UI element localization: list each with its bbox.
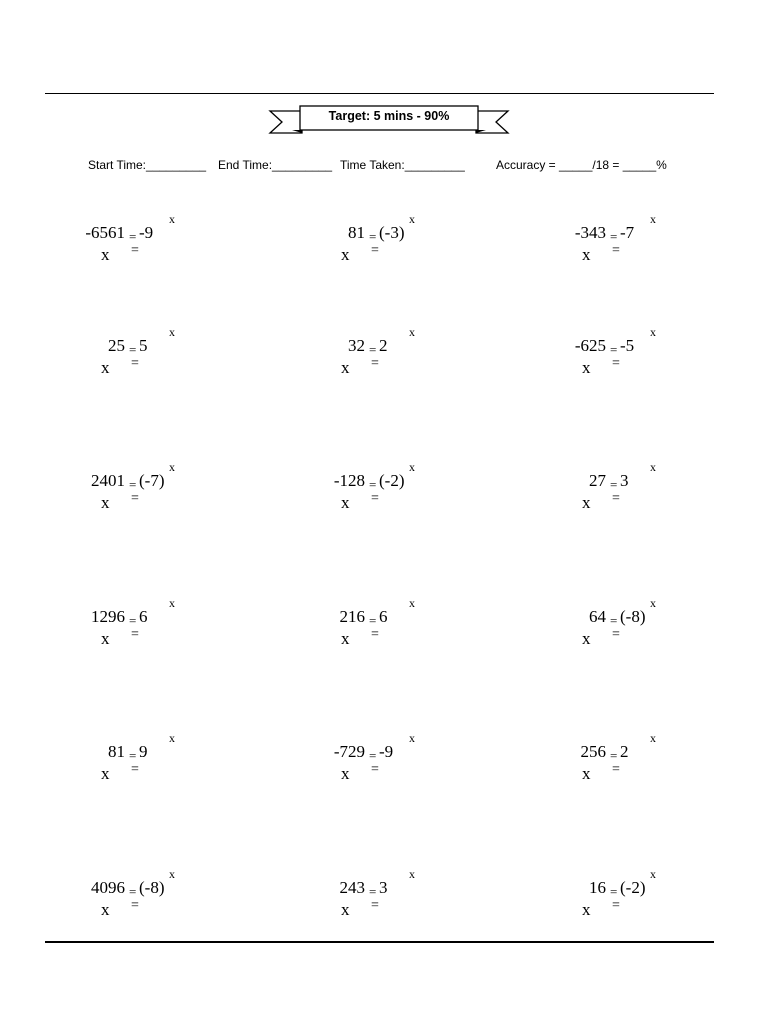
problem-item [317,867,427,929]
answer-variable: x [101,245,110,264]
problem-exponent: x [409,596,415,610]
problem-exponent: x [169,731,175,745]
problem-lhs: 1296 [91,607,125,626]
problem-equals: = [129,884,137,899]
answer-equals: = [371,243,379,258]
problem-base: (-7) [139,471,165,490]
problem-base: (-2) [379,471,405,490]
problem-exponent: x [169,325,175,339]
problem-lhs: 2401 [91,471,125,490]
answer-variable: x [582,629,591,648]
problem-equals: = [610,477,618,492]
top-rule [45,93,714,94]
problem-lhs: 27 [589,471,606,490]
answer-variable: x [582,900,591,919]
answer-variable: x [341,358,350,377]
start-time-field: Start Time:_________ [88,158,207,172]
problem-base: 6 [379,607,388,626]
problem-item [558,731,668,793]
problem-lhs: 25 [108,336,125,355]
accuracy-field: Accuracy = _____/18 = _____% [496,158,667,172]
problem-equals: = [369,884,377,899]
problem-lhs: -128 [333,471,365,490]
answer-equals: = [612,243,620,258]
answer-equals: = [131,243,139,258]
problem-lhs: 256 [580,742,606,761]
answer-equals: = [612,356,620,371]
problem-exponent: x [409,325,415,339]
problem-equals: = [129,613,137,628]
problem-equals: = [610,229,618,244]
problem-lhs: 243 [339,878,365,897]
answer-variable: x [101,493,110,512]
answer-variable: x [341,900,350,919]
problem-base: 5 [139,336,148,355]
problem-exponent: x [650,867,656,881]
problem-lhs: 81 [348,223,365,242]
problem-lhs: 81 [108,742,125,761]
answer-equals: = [371,491,379,506]
problem-base: (-3) [379,223,405,242]
answer-variable: x [582,245,591,264]
problem-exponent: x [650,596,656,610]
answer-variable: x [101,358,110,377]
answer-variable: x [341,764,350,783]
problem-item [558,867,668,929]
problem-base: -7 [620,223,635,242]
problem-equals: = [369,229,377,244]
problem-item [558,212,668,274]
problem-equals: = [369,477,377,492]
problem-base: 2 [620,742,629,761]
problem-equals: = [610,884,618,899]
answer-variable: x [341,629,350,648]
answer-equals: = [612,491,620,506]
problem-base: -9 [379,742,394,761]
problem-item [77,731,187,793]
problem-item [77,212,187,274]
time-taken-field: Time Taken:_________ [340,158,465,172]
problem-exponent: x [650,460,656,474]
problem-lhs: -6561 [85,223,125,242]
answer-variable: x [101,629,110,648]
problem-item [77,460,187,522]
problem-equals: = [369,613,377,628]
problem-base: 3 [379,878,388,897]
problem-base: -9 [139,223,154,242]
answer-equals: = [131,627,139,642]
problem-lhs: 16 [589,878,606,897]
problem-item [317,325,427,387]
answer-equals: = [131,491,139,506]
problem-exponent: x [650,325,656,339]
answer-equals: = [371,762,379,777]
problem-exponent: x [650,731,656,745]
target-banner [268,104,510,138]
problem-item [558,596,668,658]
answer-equals: = [131,762,139,777]
problem-base: 6 [139,607,148,626]
answer-equals: = [612,627,620,642]
answer-equals: = [371,898,379,913]
answer-equals: = [131,898,139,913]
problem-item [317,212,427,274]
problem-item [558,460,668,522]
answer-variable: x [341,245,350,264]
problem-equals: = [129,229,137,244]
answer-equals: = [371,627,379,642]
problem-exponent: x [169,212,175,226]
answer-equals: = [371,356,379,371]
problem-item [317,731,427,793]
bottom-rule [45,941,714,943]
problem-base: -5 [620,336,635,355]
problem-base: (-8) [139,878,165,897]
problem-exponent: x [409,731,415,745]
problem-lhs: -343 [574,223,606,242]
problem-lhs: 4096 [91,878,125,897]
problem-lhs: 216 [339,607,365,626]
answer-variable: x [582,764,591,783]
problem-lhs: -729 [333,742,365,761]
problem-exponent: x [169,460,175,474]
problem-exponent: x [650,212,656,226]
problem-exponent: x [409,460,415,474]
problem-equals: = [610,342,618,357]
problem-item [77,596,187,658]
end-time-field: End Time:_________ [218,158,333,172]
problem-equals: = [610,613,618,628]
answer-variable: x [582,493,591,512]
problem-equals: = [610,748,618,763]
problem-item [77,325,187,387]
problem-exponent: x [169,867,175,881]
problem-base: 3 [620,471,629,490]
problem-exponent: x [409,867,415,881]
problem-item [317,596,427,658]
answer-variable: x [582,358,591,377]
answer-variable: x [101,764,110,783]
answer-equals: = [612,898,620,913]
problem-base: (-8) [620,607,646,626]
problem-exponent: x [169,596,175,610]
problem-base: 2 [379,336,388,355]
problem-base: 9 [139,742,148,761]
problem-equals: = [129,342,137,357]
target-title: Target: 5 mins - 90% [328,109,450,123]
problem-base: (-2) [620,878,646,897]
problem-lhs: -625 [574,336,606,355]
problem-equals: = [129,477,137,492]
answer-equals: = [612,762,620,777]
problem-item [77,867,187,929]
answer-variable: x [101,900,110,919]
problem-equals: = [129,748,137,763]
problem-lhs: 64 [589,607,606,626]
problem-equals: = [369,748,377,763]
problem-item [558,325,668,387]
problem-item [317,460,427,522]
answer-variable: x [341,493,350,512]
answer-equals: = [131,356,139,371]
problem-lhs: 32 [348,336,365,355]
problem-equals: = [369,342,377,357]
problem-exponent: x [409,212,415,226]
